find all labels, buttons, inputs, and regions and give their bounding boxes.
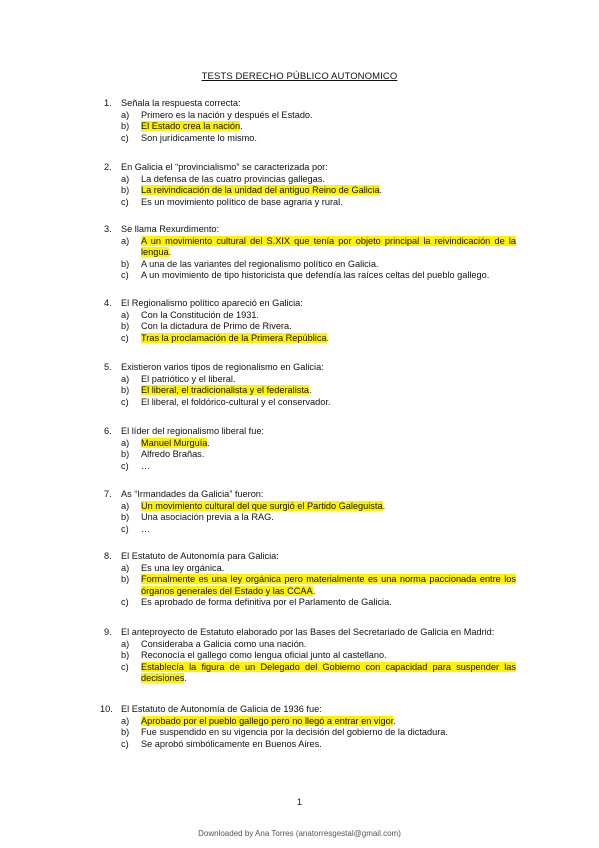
question-4: [104, 298, 516, 344]
option-content: [141, 321, 292, 331]
option-content: [141, 501, 385, 511]
question-2: [104, 162, 516, 208]
question-7: [104, 489, 516, 535]
question-row: [104, 426, 516, 438]
question-number: 6.: [104, 426, 112, 436]
answer-option: [104, 133, 516, 145]
answer-option: [104, 727, 516, 739]
option-text: Se aprobó simbólicamente en Buenos Aires.: [141, 738, 322, 749]
answer-option: [104, 270, 516, 282]
question-1: [104, 98, 516, 144]
option-content: [141, 197, 343, 207]
question-number: 10.: [100, 704, 113, 714]
option-content: [141, 259, 378, 269]
option-content: [141, 524, 150, 534]
option-content: [141, 174, 325, 184]
option-text: El patriótico y el liberal.: [141, 373, 236, 384]
answer-option: [104, 739, 516, 751]
option-text: Es un movimiento político de base agraria y rural.: [141, 196, 343, 207]
question-5: [104, 362, 516, 408]
option-letter: a): [121, 562, 130, 573]
option-suffix: .: [382, 500, 386, 511]
option-letter: c): [121, 196, 129, 207]
option-content: [141, 563, 224, 573]
answer-option: [104, 461, 516, 473]
option-content: [141, 133, 257, 143]
answer-option: [104, 174, 516, 186]
answer-option: [104, 650, 516, 662]
option-letter: a): [121, 500, 130, 511]
question-row: [100, 704, 516, 716]
question-text: El anteproyecto de Estatuto elaborado por las Bases del Secretariado de Galicia en Madrid:: [121, 627, 495, 637]
option-suffix: .: [207, 437, 210, 448]
option-letter: a): [121, 437, 130, 448]
option-letter: c): [121, 396, 129, 407]
highlighted-answer-text: Tras la proclamación de la Primera República: [141, 332, 327, 343]
highlighted-answer-text: El Estado crea la nación: [141, 121, 241, 132]
answer-option: [104, 110, 516, 122]
question-number: 4.: [104, 298, 112, 308]
question-text: Señala la respuesta correcta:: [121, 98, 241, 108]
answer-option: [104, 333, 516, 345]
question-10: [100, 704, 516, 750]
answer-option: [104, 597, 516, 609]
option-text: Alfredo Brañas.: [141, 449, 205, 460]
option-letter: c): [121, 270, 129, 281]
option-content: [141, 461, 150, 471]
answer-option: [104, 121, 516, 133]
question-number: 5.: [104, 362, 112, 372]
option-letter: a): [121, 173, 130, 184]
option-content: [141, 333, 329, 343]
question-text: El líder del regionalismo liberal fue:: [121, 426, 264, 436]
option-content: [141, 597, 392, 607]
answer-option: [104, 397, 516, 409]
question-text: Existieron varios tipos de regionalismo en Galicia:: [121, 362, 324, 372]
question-6: [104, 426, 516, 472]
answer-option: [104, 716, 516, 728]
option-content: [141, 374, 235, 384]
option-content: [141, 121, 243, 131]
option-letter: b): [121, 121, 130, 132]
option-text: Es aprobado de forma definitiva por el Parlamento de Galicia.: [141, 597, 392, 608]
question-number: 1.: [104, 98, 112, 108]
answer-option: [104, 385, 516, 397]
question-number: 2.: [104, 162, 112, 172]
question-row: [104, 224, 516, 236]
answer-option: [104, 438, 516, 450]
option-letter: a): [121, 109, 130, 120]
answer-option: [104, 259, 516, 271]
option-content: [141, 727, 448, 737]
page-number: 1: [296, 797, 302, 807]
option-letter: b): [121, 321, 130, 332]
option-letter: c): [121, 132, 129, 143]
answer-option: [104, 374, 516, 386]
question-text: En Galicia el “provincialismo” se caracterizada por:: [121, 162, 328, 172]
option-suffix: .: [312, 585, 316, 596]
option-content: [141, 270, 489, 280]
question-3: [104, 224, 516, 282]
option-suffix: .: [240, 121, 243, 132]
answer-option: [104, 501, 516, 513]
option-letter: a): [121, 309, 130, 320]
option-letter: c): [121, 460, 129, 471]
answer-option: [104, 563, 516, 575]
answer-option: [104, 185, 516, 197]
option-letter: c): [121, 332, 129, 343]
question-number: 7.: [104, 489, 112, 499]
highlighted-answer-text: A un movimiento cultural del S.XIX que tenía por objeto principal la reivindicación de la lengua: [141, 235, 516, 258]
option-text: Es una ley orgánica.: [141, 562, 225, 573]
option-letter: b): [121, 727, 130, 738]
option-text: A una de las variantes del regionalismo político en Galicia.: [141, 258, 379, 269]
question-number: 9.: [104, 627, 112, 637]
option-letter: a): [121, 715, 130, 726]
question-row: [104, 298, 516, 310]
option-suffix: .: [168, 247, 172, 258]
question-row: [104, 489, 516, 501]
option-letter: b): [121, 650, 130, 661]
option-text: Son jurídicamente lo mismo.: [141, 132, 257, 143]
option-content: [141, 662, 516, 685]
option-letter: b): [121, 185, 130, 196]
option-letter: b): [121, 574, 130, 585]
option-content: [141, 449, 204, 459]
highlighted-answer-text: Un movimiento cultural del que surgió el Partido Galeguista: [141, 500, 383, 511]
question-row: [104, 551, 516, 563]
highlighted-answer-text: La reivindicación de la unidad del antiguo Reino de Galicia: [141, 185, 380, 196]
option-content: [141, 512, 274, 522]
option-suffix: .: [326, 332, 330, 343]
option-content: [141, 185, 382, 195]
option-text: Primero es la nación y después el Estado.: [141, 109, 313, 120]
option-content: [141, 716, 396, 726]
answer-option: [104, 574, 516, 597]
option-content: [141, 438, 210, 448]
option-suffix: .: [309, 385, 312, 396]
option-content: [141, 574, 516, 597]
question-9: [104, 627, 516, 685]
option-content: [141, 236, 516, 259]
answer-option: [104, 662, 516, 685]
option-text: Con la Constitución de 1931.: [141, 309, 259, 320]
option-content: [141, 650, 387, 660]
option-text: El liberal, el foldórico-cultural y el conservador.: [141, 396, 331, 407]
option-content: [141, 739, 322, 749]
highlighted-answer-text: El liberal, el tradicionalista y el federalista: [141, 385, 310, 396]
option-suffix: .: [184, 673, 187, 684]
option-letter: b): [121, 258, 130, 269]
question-row: [104, 98, 516, 110]
answer-option: [104, 524, 516, 536]
option-letter: a): [121, 235, 130, 246]
option-suffix: .: [379, 185, 383, 196]
answer-option: [104, 639, 516, 651]
question-8: [104, 551, 516, 609]
highlighted-answer-text: Aprobado por el pueblo gallego pero no llegó a entrar en vigor: [141, 715, 394, 726]
option-content: [141, 397, 330, 407]
option-text: Consideraba a Galicia como una nación.: [141, 638, 307, 649]
question-text: El Regionalismo político apareció en Galicia:: [121, 298, 303, 308]
option-letter: c): [121, 523, 129, 534]
question-number: 3.: [104, 224, 112, 234]
option-text: …: [141, 460, 151, 471]
page-title: TESTS DERECHO PÚBLICO AUTONOMICO: [201, 71, 398, 82]
answer-option: [104, 236, 516, 259]
answer-option: [104, 512, 516, 524]
question-text: Se llama Rexurdimento:: [121, 224, 220, 234]
option-content: [141, 310, 259, 320]
option-suffix: .: [393, 715, 396, 726]
question-row: [104, 362, 516, 374]
option-text: La defensa de las cuatro provincias gallegas.: [141, 173, 325, 184]
download-footer: Downloaded by Ana Torres (anatorresgestal@gmail.com): [198, 829, 401, 838]
highlighted-answer-text: Manuel Murguía: [141, 437, 208, 448]
option-letter: a): [121, 638, 130, 649]
option-letter: c): [121, 738, 129, 749]
answer-option: [104, 310, 516, 322]
option-content: [141, 110, 313, 120]
option-text: A un movimiento de tipo historicista que defendía las raíces celtas del pueblo gallego.: [141, 270, 490, 281]
option-letter: b): [121, 449, 130, 460]
option-letter: c): [121, 661, 129, 672]
option-text: Con la dictadura de Primo de Rivera.: [141, 321, 292, 332]
answer-option: [104, 197, 516, 209]
highlighted-answer-text: Establecía la figura de un Delegado del Gobierno con capacidad para suspender las decisiones: [141, 661, 516, 684]
option-letter: b): [121, 512, 130, 523]
question-text: As “Irmandades da Galicia” fueron:: [121, 489, 264, 499]
option-text: Una asociación previa a la RAG.: [141, 512, 274, 523]
question-row: [104, 627, 516, 639]
option-text: Reconocía el gallego como lengua oficial junto al castellano.: [141, 650, 387, 661]
option-text: Fue suspendido en su vigencia por la decisión del gobierno de la dictadura.: [141, 727, 448, 738]
highlighted-answer-text: Formalmente es una ley orgánica pero materialmente es una norma paccionada entre los órganos generales del Estado y las CCAA: [141, 574, 516, 596]
option-content: [141, 639, 306, 649]
question-number: 8.: [104, 551, 112, 561]
question-text: El Estatuto de Autonomía para Galicia:: [121, 551, 279, 561]
answer-option: [104, 449, 516, 461]
option-letter: a): [121, 373, 130, 384]
question-text: El Estatuto de Autonomía de Galicia de 1936 fue:: [121, 704, 322, 714]
option-letter: b): [121, 385, 130, 396]
option-letter: c): [121, 597, 129, 608]
answer-option: [104, 321, 516, 333]
question-row: [104, 162, 516, 174]
option-content: [141, 385, 312, 395]
option-text: …: [141, 523, 151, 534]
